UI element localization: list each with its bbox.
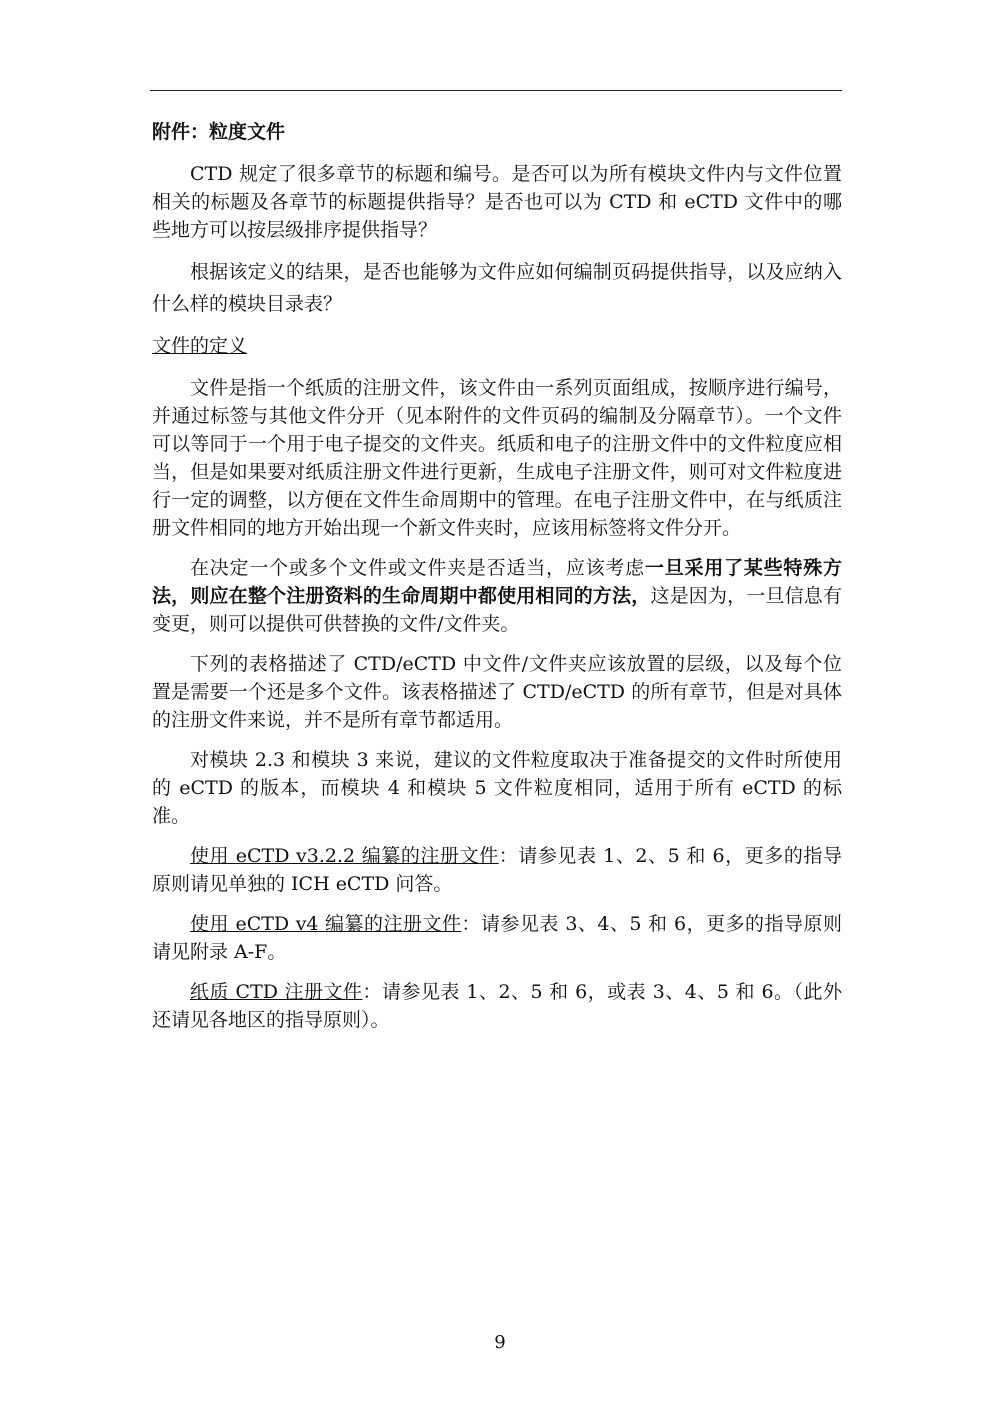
section-title-definition: 文件的定义 (152, 335, 248, 357)
reference-label: 使用 eCTD v3.2.2 编纂的注册文件 (190, 845, 499, 867)
decision-paragraph (152, 554, 842, 638)
decision-text-before: 在决定一个或多个文件或文件夹是否适当，应该考虑 (190, 557, 645, 579)
reference-text: ：请参见表 3、4、5 和 6，更多的指导原则请见附录 A-F。 (152, 913, 842, 963)
reference-text: ：请参见表 1、2、5 和 6，更多的指导原则请见单独的 ICH eCTD 问答。 (152, 845, 842, 895)
decision-text-after: 这是因为，一旦信息有变更，则可以提供可供替换的文件/文件夹。 (152, 585, 842, 635)
header-rule (150, 90, 842, 91)
reference-text: ：请参见表 1、2、5 和 6，或表 3、4、5 和 6。（此外还请见各地区的指导原则）。 (152, 981, 842, 1031)
module-granularity-paragraph: 对模块 2.3 和模块 3 来说，建议的文件粒度取决于准备提交的文件时所使用的 eCTD 的版本，而模块 4 和模块 5 文件粒度相同，适用于所有 eCTD 的标准。 (152, 749, 842, 827)
reference-label: 纸质 CTD 注册文件 (190, 981, 363, 1003)
reference-paper-ctd (152, 978, 842, 1034)
decision-text-bold: 一旦采用了某些特殊方法，则应在整个注册资料的生命周期中都使用相同的方法， (152, 557, 842, 607)
page-number: 9 (494, 1332, 506, 1353)
document-body (152, 118, 842, 1046)
intro-paragraph-1: CTD 规定了很多章节的标题和编号。是否可以为所有模块文件内与文件位置相关的标题及各章节的标题提供指导？是否也可以为 CTD 和 eCTD 文件中的哪些地方可以按层级排序提供指导？ (152, 163, 842, 241)
table-description-paragraph: 下列的表格描述了 CTD/eCTD 中文件/文件夹应该放置的层级，以及每个位置是需要一个还是多个文件。该表格描述了 CTD/eCTD 的所有章节，但是对具体的注册文件来说，并不是所有章节都适用。 (152, 653, 842, 731)
reference-ectd-v4 (152, 910, 842, 966)
intro-paragraph-2: 根据该定义的结果，是否也能够为文件应如何编制页码提供指导，以及应纳入什么样的模块目录表？ (152, 261, 842, 315)
appendix-heading: 附件：粒度文件 (152, 121, 286, 143)
definition-paragraph: 文件是指一个纸质的注册文件，该文件由一系列页面组成，按顺序进行编号，并通过标签与其他文件分开（见本附件的文件页码的编制及分隔章节）。一个文件可以等同于一个用于电子提交的文件夹。纸质和电子的注册文件中的文件粒度应相当，但是如果要对纸质注册文件进行更新，生成电子注册文件，则可对文件粒度进行一定的调整，以方便在文件生命周期中的管理。在电子注册文件中，在与纸质注册文件相同的地方开始出现一个新文件夹时，应该用标签将文件分开。 (152, 377, 842, 539)
reference-ectd-v322 (152, 842, 842, 898)
reference-label: 使用 eCTD v4 编纂的注册文件 (190, 913, 462, 935)
